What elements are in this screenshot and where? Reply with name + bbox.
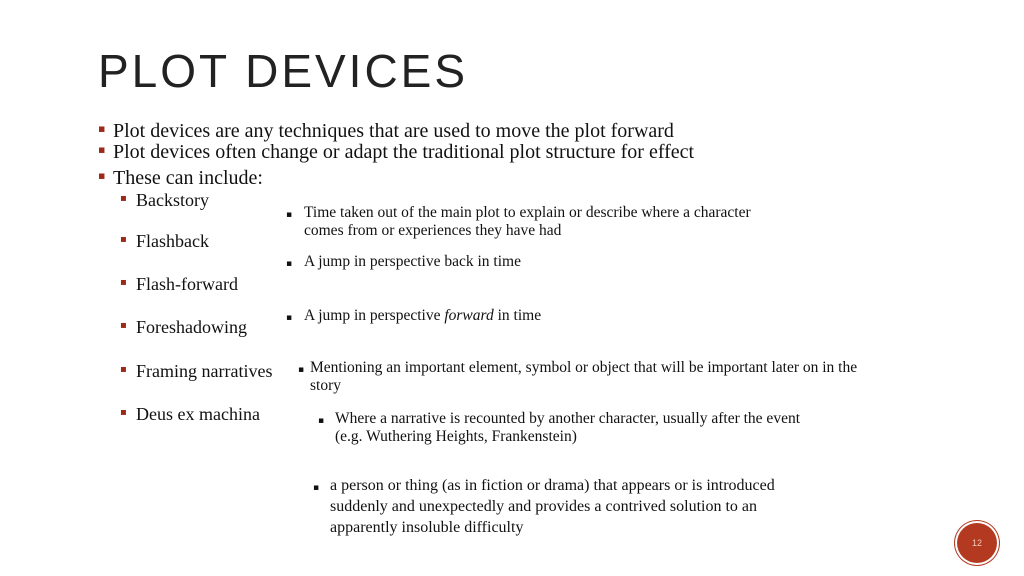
square-bullet-icon: ▪ [298,365,305,375]
definition-line: comes from or experiences they have had [304,222,562,239]
bullet-text: Plot devices are any techniques that are used to move the plot forward [113,120,674,142]
device-label: Backstory [136,190,209,210]
device-item-flashback [120,231,209,252]
bullet-text: These can include: [113,167,263,189]
definition-line: Where a narrative is recounted by another character, usually after the event [335,410,800,427]
square-bullet-icon: ▪ [120,277,127,288]
bullet-definition [98,120,674,142]
definition-line: a person or thing (as in fiction or drama) that appears or is introduced [330,477,775,494]
device-label: Deus ex machina [136,404,260,424]
square-bullet-icon: ▪ [286,259,293,269]
square-bullet-icon: ▪ [98,143,106,156]
slide-number-badge [957,523,997,563]
bullet-structure [98,141,695,163]
square-bullet-icon: ▪ [313,483,320,493]
definition-text: in time [493,307,542,324]
device-item-foreshadowing [120,317,247,338]
device-item-deus-ex-machina [120,404,260,425]
definition-line: (e.g. Wuthering Heights, Frankenstein) [335,428,577,445]
definition-text: A jump in perspective [304,307,445,324]
square-bullet-icon: ▪ [120,193,127,204]
square-bullet-icon: ▪ [120,234,127,245]
square-bullet-icon: ▪ [318,416,325,426]
bullet-text: Plot devices often change or adapt the traditional plot structure for effect [113,141,695,163]
device-item-backstory [120,190,209,211]
device-item-flash-forward [120,274,238,295]
definition-framing-narratives [318,410,800,446]
device-item-framing-narratives [120,361,273,382]
definition-line [304,307,541,325]
definition-line: apparently insoluble difficulty [330,519,524,536]
definition-line: suddenly and unexpectedly and provides a contrived solution to an [330,498,758,515]
definition-flash-forward [286,307,542,325]
square-bullet-icon: ▪ [120,320,127,331]
slide-title: PLOT DEVICES [98,45,469,97]
device-label: Foreshadowing [136,317,247,337]
square-bullet-icon: ▪ [98,122,106,135]
definition-foreshadowing [298,359,858,395]
definition-emphasis: forward [444,307,494,324]
definition-deus-ex-machina [313,475,775,538]
definition-line: Mentioning an important element, symbol or object that will be important later on in the [310,359,858,376]
definition-backstory [286,204,751,240]
bullet-include [98,167,263,189]
square-bullet-icon: ▪ [286,313,293,323]
square-bullet-icon: ▪ [98,169,106,182]
definition-line: Time taken out of the main plot to explain or describe where a character [304,204,751,221]
definition-line: A jump in perspective back in time [304,253,521,270]
definition-flashback [286,253,521,271]
device-label: Flashback [136,231,209,251]
square-bullet-icon: ▪ [120,407,127,418]
definition-line: story [310,377,341,394]
square-bullet-icon: ▪ [120,364,127,375]
device-label: Flash-forward [136,274,238,294]
slide-number: 12 [971,538,982,548]
square-bullet-icon: ▪ [286,210,293,220]
device-label: Framing narratives [136,361,273,381]
